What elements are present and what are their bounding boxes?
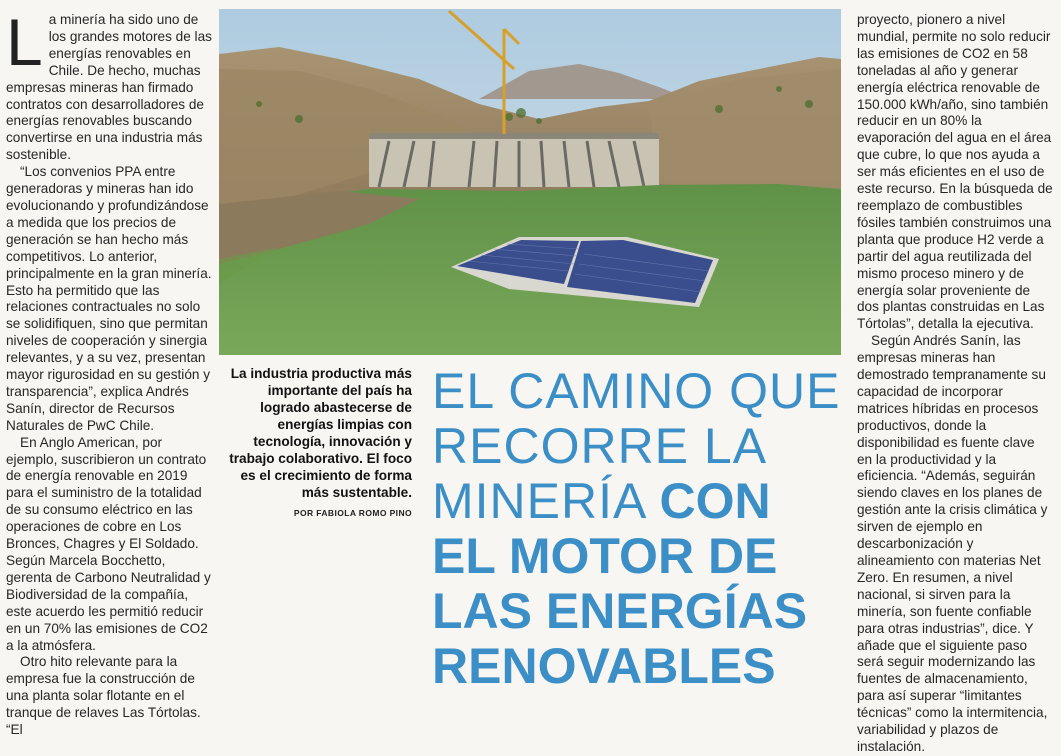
- headline-line-5: LAS ENERGÍAS: [432, 583, 808, 639]
- headline-line-3: [432, 474, 847, 529]
- right-paragraph-1: proyecto, pionero a nivel mundial, permite no solo reducir las emisiones de CO2 en 58 toneladas al año y generar energía eléctrica renovable de 150.000 kWh/año, sino también reducir en un 80% la evaporación del agua en el área que cubre, lo que nos ayuda a ser más eficientes en el uso de este recurso. En la búsqueda de reemplazo de combustibles fósiles también construimos una planta que produce H2 verde a partir del agua reutilizada del mismo proceso minero y de energía solar proveniente de dos plantas construidas en Las Tórtolas”, detalla la ejecutiva.: [857, 12, 1053, 332]
- byline: POR FABIOLA ROMO PINO: [293, 508, 412, 518]
- lede-text: La industria productiva más importante del país ha logrado abastecerse de energías limpias con tecnología, innovación y trabajo colaborativo. El foco es el crecimiento de forma más sustentable.: [229, 366, 412, 500]
- left-paragraph-3: En Anglo American, por ejemplo, suscribieron un contrato de energía renovable en 2019 para el suministro de la totalidad de su consumo eléctrico en las operaciones de cobre en Los Bronces, Chagres y El Soldado. Según Marcela Bocchetto, gerenta de Carbono Neutralidad y Biodiversidad de la compañía, este acuerdo les permitió reducir en un 70% las emisiones de CO2 a la atmósfera.: [6, 434, 211, 653]
- dropcap-letter: L: [6, 5, 43, 79]
- headline-line-4: EL MOTOR DE: [432, 528, 778, 584]
- left-paragraph-4: Otro hito relevante para la empresa fue la construcción de una planta solar flotante en el tranque de relaves Las Tórtolas. “El: [6, 654, 201, 738]
- headline-line-2: RECORRE LA: [432, 418, 768, 474]
- floating-solar-plant-photo: [219, 9, 841, 355]
- right-paragraph-2: Según Andrés Sanín, las empresas mineras han demostrado tempranamente su capacidad de incorporar matrices híbridas en procesos productivos, donde la disponibilidad es fuente clave en la productividad y la eficiencia. “Además, seguirán siendo claves en los planes de gestión ante la crisis climática y sirven de ejemplo en descarbonización y alineamiento con materias Net Zero. En resumen, a nivel nacional, si sirven para la minería, son fuente confiable para otras industrias”, dice. Y añade que el siguiente paso será seguir modernizando las fuentes de almacenamiento, para así superar “limitantes técnicas” como la intermitencia, variabilidad y plazos de instalación.: [857, 333, 1048, 754]
- headline-line-6: RENOVABLES: [432, 638, 776, 694]
- headline-line-3-bold: CON: [659, 473, 771, 529]
- article-right-column: [857, 12, 1053, 756]
- left-paragraph-1: a minería ha sido uno de los grandes motores de las energías renovables en Chile. De hecho, muchas empresas mineras han firmado contratos con desarrolladores de energías renovables buscando convertirse en una industria más sostenible.: [6, 12, 212, 163]
- headline-line-3-thin: MINERÍA: [432, 473, 660, 529]
- left-paragraph-2: “Los convenios PPA entre generadoras y mineras han ido evolucionando y profundizándose a medida que los precios de generación se han hecho más competitivos. Lo anterior, principalmente en la gran minería. Esto ha permitido que las relaciones contractuales no solo se solidifiquen, sino que permitan niveles de cooperación y sinergia relevantes, y a su vez, presentan mayor rigurosidad en su gestión y transparencia”, explica Andrés Sanín, director de Recursos Naturales de PwC Chile.: [6, 164, 212, 433]
- headline: [432, 364, 847, 694]
- headline-line-1: EL CAMINO QUE: [432, 363, 841, 419]
- article-left-column: [6, 5, 212, 739]
